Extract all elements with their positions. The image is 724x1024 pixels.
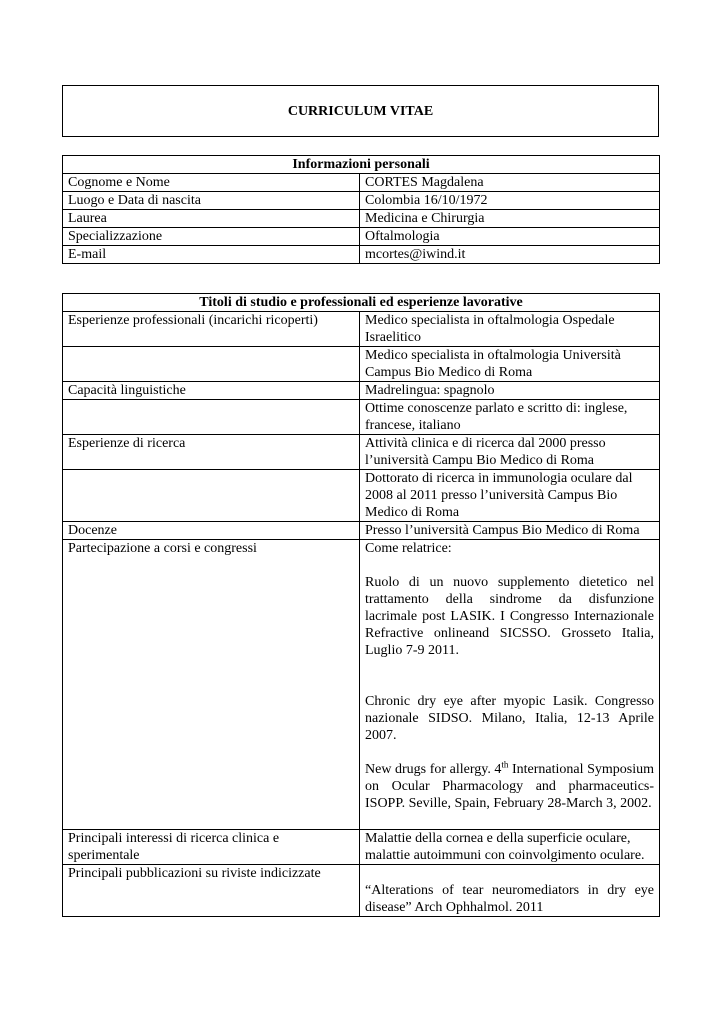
table-row <box>63 470 660 522</box>
row-label: Esperienze professionali (incarichi ricoperti) <box>63 312 360 347</box>
table-row <box>63 400 660 435</box>
titles-experience-table <box>62 293 660 917</box>
row-label: Luogo e Data di nascita <box>63 192 360 210</box>
row-label: Docenze <box>63 522 360 540</box>
table-row <box>63 228 660 246</box>
row-value: Medico specialista in oftalmologia Ospedale Israelitico <box>360 312 660 347</box>
cv-title: CURRICULUM VITAE <box>287 103 434 119</box>
row-value: Madrelingua: spagnolo <box>360 382 660 400</box>
table-row <box>63 830 660 865</box>
row-label: Partecipazione a corsi e congressi <box>63 540 360 830</box>
row-value: Malattie della cornea e della superficie oculare, malattie autoimmuni con coinvolgimento oculare. <box>360 830 660 865</box>
personal-info-heading: Informazioni personali <box>63 156 660 174</box>
personal-info-table <box>62 155 660 264</box>
email-value: mcortes@iwind.it <box>360 246 660 264</box>
table-row <box>63 522 660 540</box>
table-header-row <box>63 156 660 174</box>
row-label: E-mail <box>63 246 360 264</box>
publication-entry: “Alterations of tear neuromediators in dry eye disease” Arch Ophhalmol. 2011 <box>365 883 655 915</box>
ordinal-superscript: th <box>501 759 509 770</box>
row-value: Presso l’università Campus Bio Medico di Roma <box>360 522 660 540</box>
row-value <box>360 865 660 917</box>
cv-title-box <box>62 85 659 137</box>
row-label: Cognome e Nome <box>63 174 360 192</box>
row-value: Medico specialista in oftalmologia Università Campus Bio Medico di Roma <box>360 347 660 382</box>
congress-item-1: Ruolo di un nuovo supplemento dietetico nel trattamento della sindrome da disfunzione lacrimale post LASIK. I Congresso Internazionale Refractive onlineand SICSSO. Grosseto Italia, Luglio 7-9 2011. <box>365 575 655 658</box>
table-row <box>63 347 660 382</box>
table-row-congress <box>63 540 660 830</box>
table-row <box>63 192 660 210</box>
table-row <box>63 382 660 400</box>
row-label: Principali interessi di ricerca clinica e sperimentale <box>63 830 360 865</box>
congress-intro: Come relatrice: <box>365 541 452 556</box>
table-row <box>63 174 660 192</box>
table-header-row <box>63 294 660 312</box>
congress-item-2: Chronic dry eye after myopic Lasik. Congresso nazionale SIDSO. Milano, Italia, 12-13 Aprile 2007. <box>365 694 655 743</box>
row-value: Attività clinica e di ricerca dal 2000 presso l’università Campu Bio Medico di Roma <box>360 435 660 470</box>
row-value: Oftalmologia <box>360 228 660 246</box>
row-label: Laurea <box>63 210 360 228</box>
row-label <box>63 347 360 382</box>
row-label: Specializzazione <box>63 228 360 246</box>
congress-item-3-rest: International Symposium on Ocular Pharmacology and pharmaceutics-ISOPP. Seville, Spain, February 28-March 3, 2002. <box>365 762 655 811</box>
row-value: CORTES Magdalena <box>360 174 660 192</box>
table-row <box>63 435 660 470</box>
row-label <box>63 400 360 435</box>
row-label <box>63 470 360 522</box>
row-label: Capacità linguistiche <box>63 382 360 400</box>
row-label: Principali pubblicazioni su riviste indicizzate <box>63 865 360 917</box>
row-label: Esperienze di ricerca <box>63 435 360 470</box>
congress-item-3-text: New drugs for allergy. 4 <box>365 762 502 777</box>
table-row <box>63 312 660 347</box>
row-value: Colombia 16/10/1972 <box>360 192 660 210</box>
congress-cell <box>360 540 660 830</box>
titles-heading: Titoli di studio e professionali ed esperienze lavorative <box>63 294 660 312</box>
table-row <box>63 210 660 228</box>
row-value: Ottime conoscenze parlato e scritto di: inglese, francese, italiano <box>360 400 660 435</box>
row-value: Dottorato di ricerca in immunologia oculare dal 2008 al 2011 presso l’università Campus Bio Medico di Roma <box>360 470 660 522</box>
table-row <box>63 246 660 264</box>
row-value: Medicina e Chirurgia <box>360 210 660 228</box>
congress-item-3 <box>365 761 654 812</box>
table-row <box>63 865 660 917</box>
